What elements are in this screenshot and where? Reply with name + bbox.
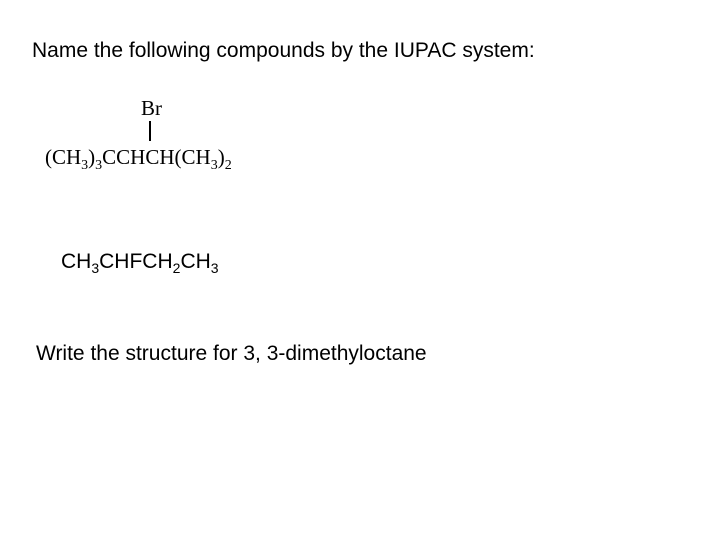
formula-part: CH xyxy=(180,250,211,273)
formula-part: CH xyxy=(61,250,92,273)
formula-part: ) xyxy=(217,145,225,169)
formula-part: (CH xyxy=(45,145,82,169)
compound-1-structure xyxy=(45,96,305,180)
heading: Name the following compounds by the IUPAC system: xyxy=(32,39,535,62)
formula-subscript: 3 xyxy=(95,158,103,173)
formula-part: CCHCH(CH xyxy=(102,145,211,169)
formula-subscript: 3 xyxy=(210,158,218,173)
formula-subscript: 2 xyxy=(172,260,181,276)
compound-1-formula xyxy=(45,145,232,173)
formula-subscript: 3 xyxy=(210,260,219,276)
bromine-substituent: Br xyxy=(141,96,162,120)
formula-subscript: 3 xyxy=(91,260,100,276)
formula-subscript: 3 xyxy=(81,158,89,173)
formula-part: CHFCH xyxy=(99,250,173,273)
formula-part: ) xyxy=(88,145,96,169)
compound-2-formula xyxy=(61,248,219,276)
instruction-text: Write the structure for 3, 3-dimethyloctane xyxy=(36,342,427,365)
bond-line xyxy=(149,121,151,141)
formula-subscript: 2 xyxy=(224,158,232,173)
